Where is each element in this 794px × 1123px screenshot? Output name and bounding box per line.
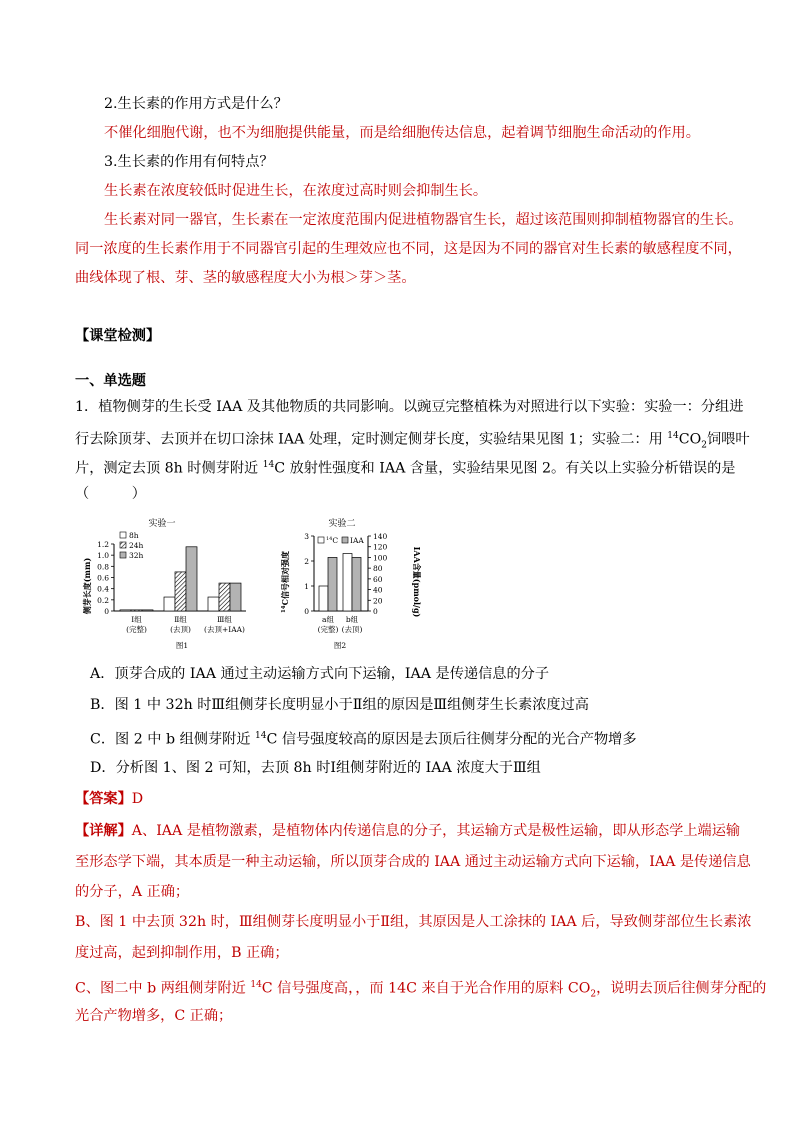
fig1-bar-Ⅲ组-24h [219, 583, 230, 611]
fig2-ytick-right-label: 100 [373, 553, 388, 563]
paragraph-line-1: 生长素对同一器官，生长素在一定浓度范围内促进植物器官生长，超过该范围则抑制植物器官的生长。 [104, 212, 743, 228]
explain-a-line-1 [75, 821, 740, 841]
explain-c-end: ，说明去顶后往侧芽分配的 [596, 980, 767, 997]
fig1-ytick-label: 0.6 [97, 573, 109, 583]
fig2-legend-swatch [318, 537, 324, 543]
explain-c-line-2: 光合产物增多，C 正确； [75, 1008, 233, 1024]
fig1-bar-Ⅱ组-24h [175, 572, 186, 611]
q1-line2-sub: 2 [701, 440, 707, 451]
fig2-bar-a组-IAA [328, 557, 337, 611]
fig1-xlabel: Ⅱ组 [174, 615, 187, 624]
explain-c-line-1 [75, 975, 766, 1005]
fig1-ytick-label: 0.4 [97, 584, 109, 594]
explain-a-line-3: 的分子，A 正确； [75, 884, 190, 900]
answer-line [75, 789, 143, 809]
question-1-line-1: 1．植物侧芽的生长受 IAA 及其他物质的共同影响。以豌豆完整植株为对照进行以下实验：实验一：分组进 [75, 399, 744, 415]
fig1-xlabel: Ⅲ组 [217, 615, 232, 624]
fig2-bar-b组-14C [343, 554, 352, 612]
fig1-ytick-label: 1.0 [97, 551, 109, 561]
fig2-ylabel-left-sup: 14 [281, 605, 287, 614]
q1-line3-sup: 14 [262, 460, 275, 470]
fig2-ytick-left-label: 3 [304, 532, 309, 541]
explain-c-sub: 2 [590, 989, 597, 1000]
fig2-ytick-left-label: 0 [304, 607, 309, 616]
subsection-title: 一、单选题 [75, 373, 146, 389]
fig2-bar-a组-14C [319, 586, 328, 611]
option-c[interactable] [90, 726, 637, 750]
question-1-line-3 [75, 455, 736, 479]
fig1-ytick-label: 0 [104, 607, 109, 616]
fig1-bar-Ⅲ组-8h [208, 597, 219, 611]
figure-1-chart [78, 514, 258, 654]
option-c-text: C．图 2 中 b 组侧芽附近 [90, 731, 256, 748]
fig2-xlabel: a组 [322, 615, 334, 624]
fig1-ytick-label: 1.2 [97, 540, 109, 549]
fig2-ylabel-left-text: C信号相对强度 [280, 550, 290, 606]
fig2-xlabel-note: (去顶) [341, 625, 363, 634]
option-c-end: C 信号强度较高的原因是去顶后往侧芽分配的光合产物增多 [266, 731, 637, 748]
fig2-legend-swatch [342, 537, 348, 543]
fig1-bar-Ⅰ组-32h [142, 610, 153, 611]
fig2-bar-b组-IAA [352, 557, 361, 611]
fig2-ytick-right-label: 120 [373, 542, 388, 552]
explain-a-text: A、IAA 是植物激素，是植物体内传递信息的分子，其运输方式是极性运输，即从形态学上端运输 [131, 823, 741, 839]
fig1-bar-Ⅱ组-8h [164, 597, 175, 611]
fig1-bar-Ⅰ组-8h [120, 610, 131, 611]
fig1-legend-label: 8h [129, 531, 139, 540]
fig1-bar-Ⅲ组-32h [230, 583, 241, 611]
explain-c-sup: 14 [250, 980, 262, 990]
answer-blank: （ ） [75, 486, 146, 502]
fig2-ytick-right-label: 40 [373, 585, 383, 595]
fig2-ytick-right-label: 0 [373, 607, 378, 616]
option-d[interactable]: D．分析图 1、图 2 可知，去顶 8h 时Ⅰ组侧芽附近的 IAA 浓度大于Ⅲ组 [90, 760, 541, 776]
fig2-xlabel: b组 [345, 615, 359, 624]
explain-a-line-2: 至形态学下端，其本质是一种主动运输，所以顶芽合成的 IAA 通过主动运输方式向下运输，IAA 是传递信息 [75, 854, 751, 870]
q3-answer: 生长素在浓度较低时促进生长，在浓度过高时则会抑制生长。 [104, 183, 488, 199]
fig1-xlabel: Ⅰ组 [131, 615, 142, 624]
fig2-legend-label: IAA [350, 536, 364, 545]
q2-answer: 不催化细胞代谢，也不为细胞提供能量，而是给细胞传达信息，起着调节细胞生命活动的作用。 [104, 125, 700, 141]
fig1-legend-swatch [120, 532, 126, 538]
explain-b-line-2: 度过高，起到抑制作用，B 正确； [75, 945, 289, 961]
fig2-ytick-left-label: 1 [304, 582, 309, 591]
fig2-ylabel-left [280, 551, 290, 613]
paragraph-line-3: 曲线体现了根、芽、茎的敏感程度大小为根＞芽＞茎。 [75, 270, 416, 286]
fig2-xlabel-note: (完整) [317, 625, 339, 634]
fig1-title: 实验一 [148, 519, 176, 529]
fig1-legend-label: 32h [129, 551, 144, 560]
answer-value: D [131, 791, 144, 807]
fig2-ytick-right-label: 20 [373, 596, 383, 606]
explain-b-line-1: B、图 1 中去顶 32h 时，Ⅲ组侧芽长度明显小于Ⅱ组，其原因是人工涂抹的 IAA 后，导致侧芽部位生长素浓 [75, 914, 752, 930]
q1-line3-text: 片，测定去顶 8h 时侧芽附近 [75, 460, 263, 477]
fig1-xlabel-note: (完整) [126, 625, 147, 634]
fig2-ylabel-right: IAA含量(pmol/g) [412, 546, 422, 618]
fig2-legend-label: $^{14}$C [326, 536, 339, 545]
explain-c-text: C、图二中 b 两组侧芽附近 [75, 980, 251, 997]
explain-label: 【详解】 [75, 823, 132, 839]
q1-line2-co: CO [678, 431, 702, 448]
fig1-legend-label: 24h [129, 541, 144, 550]
fig1-bar-Ⅱ组-32h [186, 547, 197, 611]
fig1-legend-swatch [120, 552, 126, 558]
fig1-xlabel-note: (去顶) [170, 625, 191, 634]
fig2-ytick-right-label: 60 [373, 574, 383, 584]
fig1-figure-label: 图1 [175, 641, 189, 650]
q2-title: 2.生长素的作用方式是什么？ [104, 96, 288, 112]
q1-line3-end: C 放射性强度和 IAA 含量，实验结果见图 2。有关以上实验分析错误的是 [274, 460, 736, 477]
fig2-figure-label: 图2 [333, 641, 347, 650]
fig1-bar-Ⅰ组-24h [131, 610, 142, 611]
option-c-sup: 14 [255, 731, 267, 741]
q1-line2-sup: 14 [667, 431, 679, 441]
fig1-ytick-label: 0.2 [97, 595, 109, 605]
option-a[interactable]: A．顶芽合成的 IAA 通过主动运输方式向下运输，IAA 是传递信息的分子 [90, 666, 550, 682]
fig2-title: 实验二 [328, 519, 356, 529]
answer-label: 【答案】 [75, 791, 132, 807]
fig1-legend-swatch [120, 542, 126, 548]
q1-line2-end: 饲喂叶 [706, 431, 750, 448]
explain-c-mid: C 信号强度高，，而 14C 来自于光合作用的原料 CO [261, 980, 591, 997]
paragraph-line-2: 同一浓度的生长素作用于不同器官引起的生理效应也不同，这是因为不同的器官对生长素的敏感程度不同， [75, 241, 742, 257]
q3-title: 3.生长素的作用有何特点？ [104, 154, 274, 170]
option-b[interactable]: B．图 1 中 32h 时Ⅲ组侧芽长度明显小于Ⅱ组的原因是Ⅲ组侧芽生长素浓度过高 [90, 697, 589, 713]
figure-2-chart [280, 514, 420, 654]
q1-line2-text: 行去除顶芽、去顶并在切口涂抹 IAA 处理，定时测定侧芽长度，实验结果见图 1；实验二：用 [75, 431, 668, 448]
fig2-ytick-left-label: 2 [304, 557, 309, 566]
fig1-ytick-label: 0.8 [97, 562, 109, 572]
fig2-ytick-right-label: 80 [373, 564, 383, 574]
fig2-ytick-right-label: 140 [373, 532, 388, 541]
question-1-line-2 [75, 426, 750, 456]
fig1-xlabel-note: (去顶+IAA) [204, 625, 245, 634]
section-title: 【课堂检测】 [75, 328, 161, 344]
fig1-ylabel: 侧芽长度(mm) [82, 557, 92, 615]
